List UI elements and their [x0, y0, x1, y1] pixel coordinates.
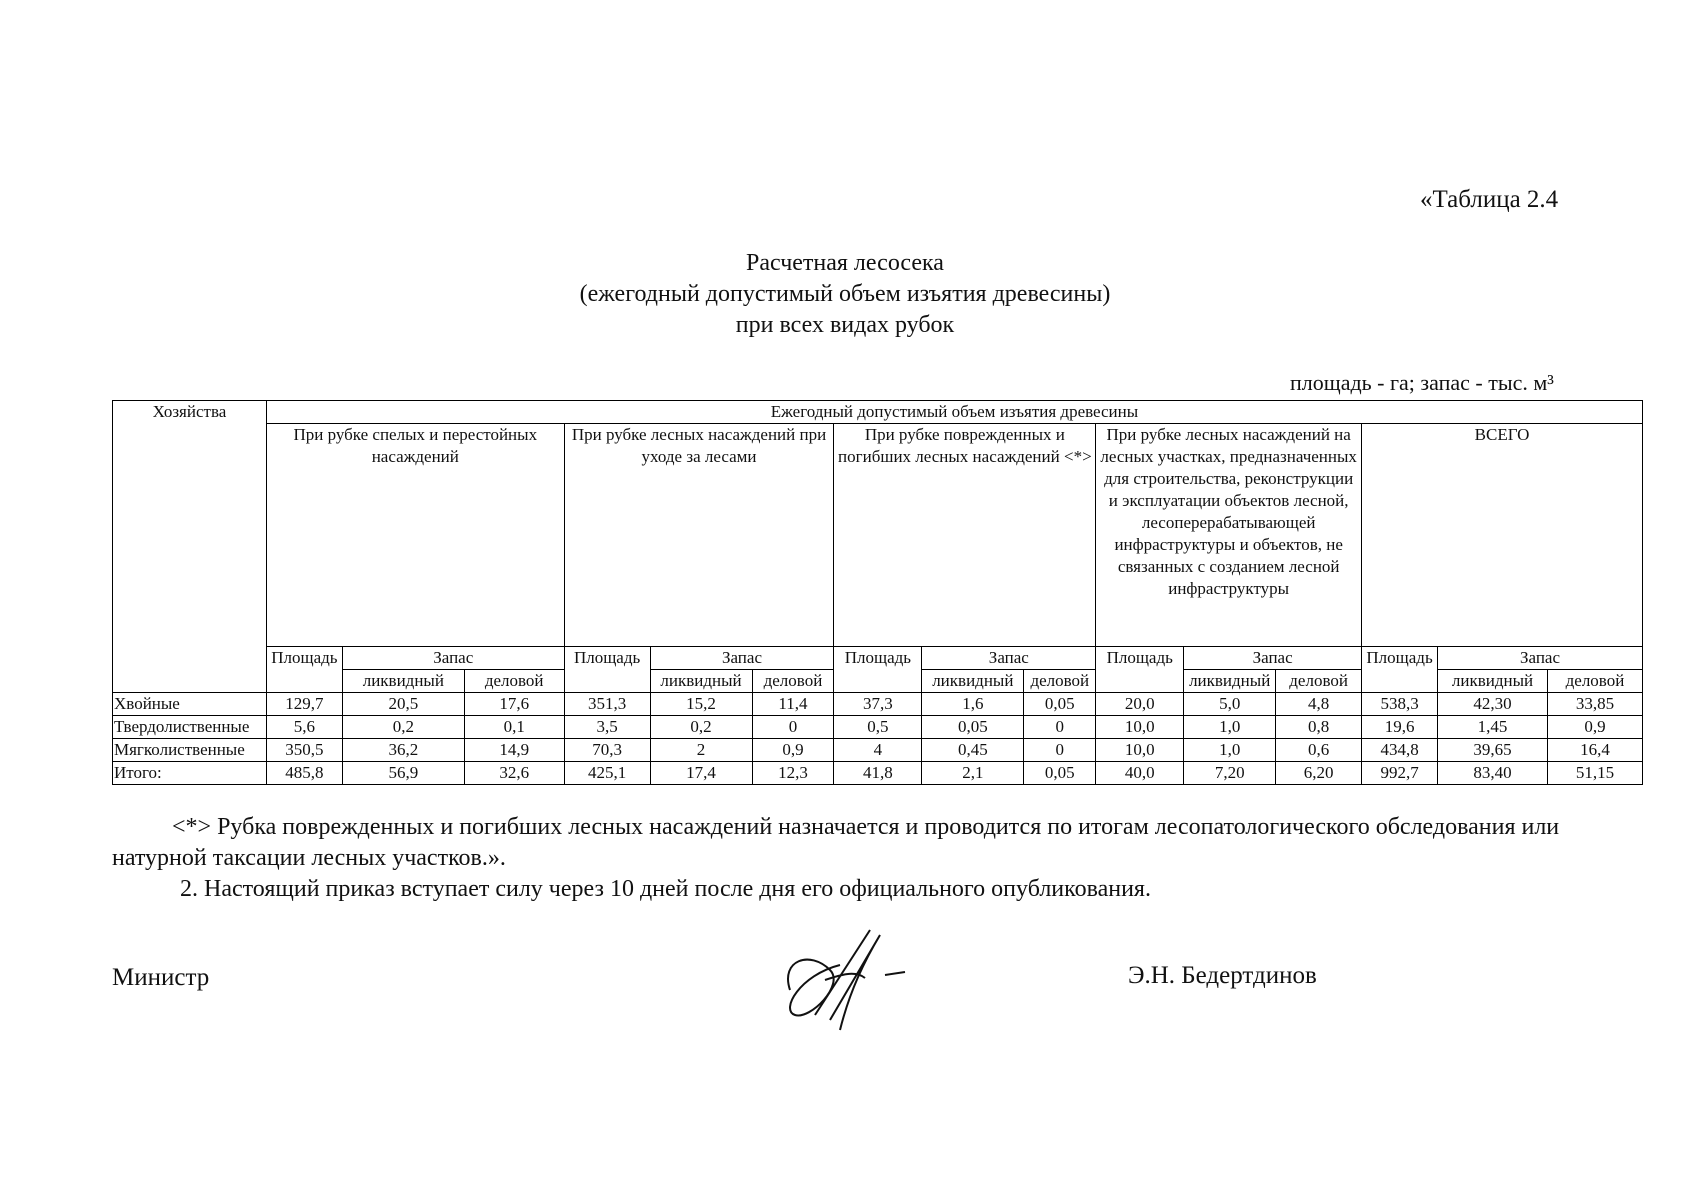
area-header: Площадь	[564, 647, 650, 693]
group-header-damaged: При рубке поврежденных и погибших лесных насаждений <*>	[834, 424, 1096, 647]
table-cell: 2,1	[922, 762, 1024, 785]
table-header-row-1	[113, 401, 1643, 424]
units-note: площадь - га; запас - тыс. м³	[1290, 370, 1554, 395]
area-header: Площадь	[1096, 647, 1184, 693]
table-row	[113, 716, 1643, 739]
top-header-cell: Ежегодный допустимый объем изъятия древесины	[266, 401, 1642, 424]
row-header-cell: Хозяйства	[113, 401, 267, 693]
table-cell: 20,0	[1096, 693, 1184, 716]
table-row	[113, 739, 1643, 762]
table-row	[113, 762, 1643, 785]
table-cell: 4,8	[1276, 693, 1362, 716]
table-cell: 1,45	[1438, 716, 1548, 739]
table-cell: 83,40	[1438, 762, 1548, 785]
liquid-header: ликвидный	[1438, 670, 1548, 693]
table-cell: 19,6	[1362, 716, 1438, 739]
table-cell: 17,6	[464, 693, 564, 716]
group-header-construction: При рубке лесных насаждений на лесных участках, предназначенных для строительства, реконструкции и эксплуатации объектов лесной, лесоперерабатывающей инфраструктуры и объектов, не связанных с созданием лесной инфраструктуры	[1096, 424, 1362, 647]
table-cell: 15,2	[650, 693, 752, 716]
table-cell: 434,8	[1362, 739, 1438, 762]
row-label: Мягколиственные	[113, 739, 267, 762]
table-cell: 485,8	[266, 762, 342, 785]
table-cell: 56,9	[342, 762, 464, 785]
table-cell: 39,65	[1438, 739, 1548, 762]
table-cell: 41,8	[834, 762, 922, 785]
table-cell: 10,0	[1096, 739, 1184, 762]
table-cell: 37,3	[834, 693, 922, 716]
business-header: деловой	[752, 670, 834, 693]
table-label: «Таблица 2.4	[1420, 186, 1559, 213]
order-paragraph: 2. Настоящий приказ вступает силу через 10 дней после дня его официального опубликования.	[180, 876, 1151, 902]
table-cell: 36,2	[342, 739, 464, 762]
table-cell: 0,6	[1276, 739, 1362, 762]
table-row	[113, 693, 1643, 716]
row-label: Итого:	[113, 762, 267, 785]
area-header: Площадь	[1362, 647, 1438, 693]
group-header-total: ВСЕГО	[1362, 424, 1643, 647]
table-cell: 11,4	[752, 693, 834, 716]
table-cell: 0,1	[464, 716, 564, 739]
table-cell: 350,5	[266, 739, 342, 762]
title-line-1: Расчетная лесосека	[746, 250, 944, 276]
table-header-row-2	[113, 424, 1643, 647]
group-header-mature: При рубке спелых и перестойных насаждений	[266, 424, 564, 647]
area-header: Площадь	[266, 647, 342, 693]
table-cell: 70,3	[564, 739, 650, 762]
row-label: Твердолиственные	[113, 716, 267, 739]
table-cell: 14,9	[464, 739, 564, 762]
table-header-row-3	[113, 647, 1643, 670]
table-cell: 351,3	[564, 693, 650, 716]
table-cell: 425,1	[564, 762, 650, 785]
table-cell: 0,5	[834, 716, 922, 739]
table-cell: 0,05	[922, 716, 1024, 739]
table-body	[113, 693, 1643, 785]
table-cell: 16,4	[1547, 739, 1642, 762]
table-cell: 0	[752, 716, 834, 739]
table-cell: 0	[1024, 716, 1096, 739]
table-cell: 0,05	[1024, 693, 1096, 716]
table-cell: 992,7	[1362, 762, 1438, 785]
group-header-thinning: При рубке лесных насаждений при уходе за лесами	[564, 424, 834, 647]
table-cell: 1,0	[1184, 739, 1276, 762]
liquid-header: ликвидный	[650, 670, 752, 693]
table-cell: 0,45	[922, 739, 1024, 762]
stock-header: Запас	[922, 647, 1096, 670]
title-line-2: (ежегодный допустимый объем изъятия древесины)	[579, 281, 1111, 307]
table-cell: 32,6	[464, 762, 564, 785]
table-cell: 0,2	[342, 716, 464, 739]
table-cell: 51,15	[1547, 762, 1642, 785]
table-cell: 17,4	[650, 762, 752, 785]
title-line-3: при всех видах рубок	[735, 312, 955, 338]
liquid-header: ликвидный	[1184, 670, 1276, 693]
table-cell: 6,20	[1276, 762, 1362, 785]
table-cell: 0,9	[1547, 716, 1642, 739]
stock-header: Запас	[342, 647, 564, 670]
liquid-header: ликвидный	[922, 670, 1024, 693]
table-cell: 0,9	[752, 739, 834, 762]
table-cell: 7,20	[1184, 762, 1276, 785]
table-cell: 0,2	[650, 716, 752, 739]
table-cell: 1,6	[922, 693, 1024, 716]
table-cell: 129,7	[266, 693, 342, 716]
stock-header: Запас	[1438, 647, 1643, 670]
business-header: деловой	[1547, 670, 1642, 693]
signatory-name: Э.Н. Бедертдинов	[1128, 962, 1317, 989]
table-cell: 5,6	[266, 716, 342, 739]
document-title	[450, 248, 1240, 341]
table-cell: 1,0	[1184, 716, 1276, 739]
table-cell: 5,0	[1184, 693, 1276, 716]
handwritten-signature	[770, 920, 930, 1040]
row-label: Хвойные	[113, 693, 267, 716]
table-cell: 4	[834, 739, 922, 762]
table-cell: 10,0	[1096, 716, 1184, 739]
table-cell: 3,5	[564, 716, 650, 739]
table-cell: 0	[1024, 739, 1096, 762]
allowable-cut-table	[112, 400, 1643, 785]
table-cell: 20,5	[342, 693, 464, 716]
business-header: деловой	[1024, 670, 1096, 693]
business-header: деловой	[464, 670, 564, 693]
table-cell: 42,30	[1438, 693, 1548, 716]
table-cell: 12,3	[752, 762, 834, 785]
table-cell: 0,05	[1024, 762, 1096, 785]
stock-header: Запас	[650, 647, 834, 670]
table-cell: 0,8	[1276, 716, 1362, 739]
table-cell: 40,0	[1096, 762, 1184, 785]
footnote: <*> Рубка поврежденных и погибших лесных насаждений назначается и проводится по итогам лесопатологического обследования или натурной таксации лесных участков.».	[112, 814, 1560, 871]
signatory-title: Министр	[112, 964, 210, 991]
table-cell: 33,85	[1547, 693, 1642, 716]
business-header: деловой	[1276, 670, 1362, 693]
table-cell: 538,3	[1362, 693, 1438, 716]
table-cell: 2	[650, 739, 752, 762]
liquid-header: ликвидный	[342, 670, 464, 693]
stock-header: Запас	[1184, 647, 1362, 670]
area-header: Площадь	[834, 647, 922, 693]
